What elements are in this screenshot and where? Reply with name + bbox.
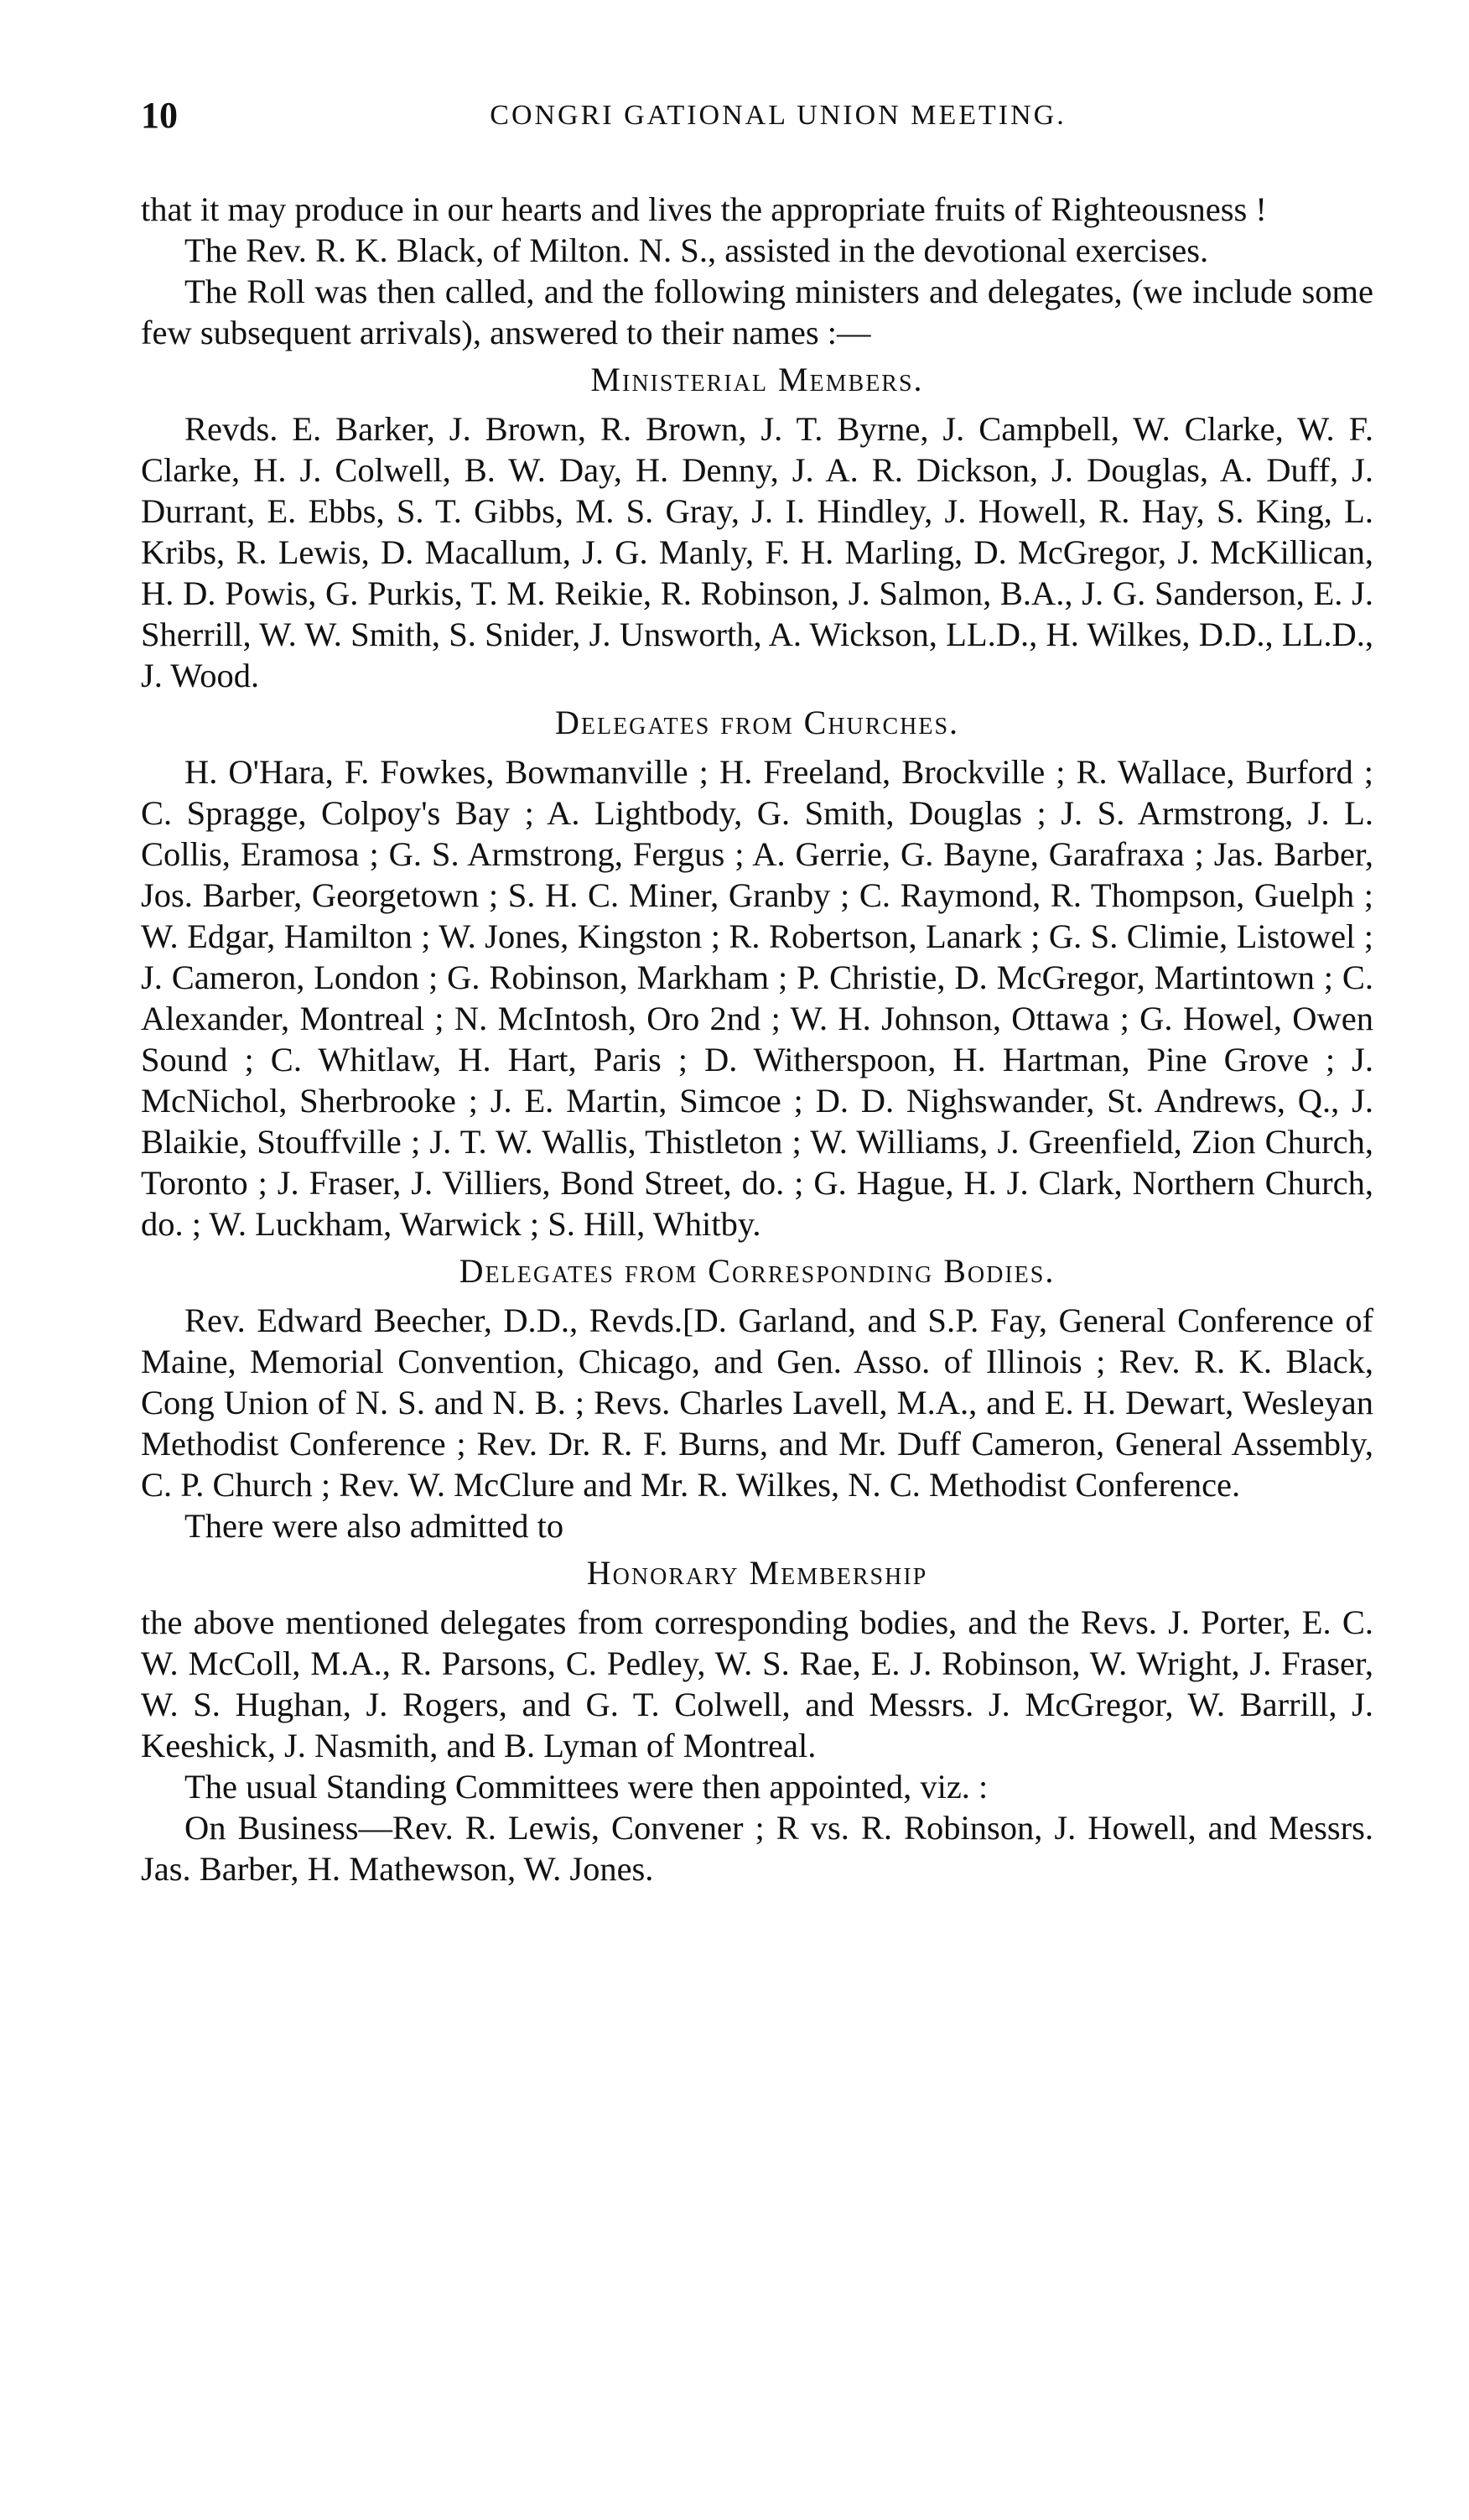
paragraph-honorary-list: the above mentioned delegates from corresponding bodies, and the Revs. J. Porter, E. C. W. McColl, M.A., R. Parsons, C. Pedley, W. S. Rae, E. J. Robinson, W. Wright, J. Fraser, W. S. Hughan, J. Rogers, and G. T. Colwell, and Messrs. J. McGregor, W. Barrill, J. Keeshick, J. Nasmith, and B. Lyman of Montreal. [141, 1603, 1373, 1764]
heading-ministerial-members: Ministerial Members. [590, 361, 924, 398]
page-header [141, 91, 1373, 141]
heading-honorary-membership: Honorary Membership [586, 1554, 928, 1592]
paragraph-roll-call: The Roll was then called, and the following ministers and delegates, (we include some few subsequent arrivals), answered to their names :— [141, 273, 1373, 351]
paragraph-prayer-ending: that it may produce in our hearts and lives the appropriate fruits of Righteousness ! [141, 190, 1267, 228]
paragraph-admitted: There were also admitted to [184, 1507, 564, 1545]
paragraph-devotional: The Rev. R. K. Black, of Milton. N. S., assisted in the devotional exercises. [184, 231, 1209, 269]
paragraph-business-committee: On Business—Rev. R. Lewis, Convener ; R vs. R. Robinson, J. Howell, and Messrs. Jas. Barber, H. Mathewson, W. Jones. [141, 1809, 1373, 1888]
paragraph-committees: The usual Standing Committees were then appointed, viz. : [184, 1768, 989, 1806]
page-body [141, 189, 1373, 1889]
paragraph-corresponding-delegates: Rev. Edward Beecher, D.D., Revds.[D. Garland, and S.P. Fay, General Conference of Maine, Memorial Convention, Chicago, and Gen. Asso. of Illinois ; Rev. R. K. Black, Cong Union of N. S. and N. B. ; Revs. Charles Lavell, M.A., and E. H. Dewart, Wesleyan Methodist Conference ; Rev. Dr. R. F. Burns, and Mr. Duff Cameron, General Assembly, C. P. Church ; Rev. W. McClure and Mr. R. Wilkes, N. C. Methodist Conference. [141, 1302, 1373, 1504]
paragraph-church-delegates: H. O'Hara, F. Fowkes, Bowmanville ; H. Freeland, Brockville ; R. Wallace, Burford ; C. Spragge, Colpoy's Bay ; A. Lightbody, G. Smith, Douglas ; J. S. Armstrong, J. L. Collis, Eramosa ; G. S. Armstrong, Fergus ; A. Gerrie, G. Bayne, Garafraxa ; Jas. Barber, Jos. Barber, Georgetown ; S. H. C. Miner, Granby ; C. Raymond, R. Thompson, Guelph ; W. Edgar, Hamilton ; W. Jones, Kingston ; R. Robertson, Lanark ; G. S. Climie, Listowel ; J. Cameron, London ; G. Robinson, Markham ; P. Christie, D. McGregor, Martintown ; C. Alexander, Montreal ; N. McIntosh, Oro 2nd ; W. H. Johnson, Ottawa ; G. Howel, Owen Sound ; C. Whitlaw, H. Hart, Paris ; D. Witherspoon, H. Hartman, Pine Grove ; J. McNichol, Sherbrooke ; J. E. Martin, Simcoe ; D. D. Nighswander, St. Andrews, Q., J. Blaikie, Stouffville ; J. T. W. Wallis, Thistleton ; W. Williams, J. Greenfield, Zion Church, Toronto ; J. Fraser, J. Villiers, Bond Street, do. ; G. Hague, H. J. Clark, Northern Church, do. ; W. Luckham, Warwick ; S. Hill, Whitby. [141, 753, 1373, 1243]
page-number: 10 [141, 95, 178, 136]
paragraph-ministerial-list: Revds. E. Barker, J. Brown, R. Brown, J. T. Byrne, J. Campbell, W. Clarke, W. F. Clarke, H. J. Colwell, B. W. Day, H. Denny, J. A. R. Dickson, J. Douglas, A. Duff, J. Durrant, E. Ebbs, S. T. Gibbs, M. S. Gray, J. I. Hindley, J. Howell, R. Hay, S. King, L. Kribs, R. Lewis, D. Macallum, J. G. Manly, F. H. Marling, D. McGregor, J. McKillican, H. D. Powis, G. Purkis, T. M. Reikie, R. Robinson, J. Salmon, B.A., J. G. Sanderson, E. J. Sherrill, W. W. Smith, S. Snider, J. Unsworth, A. Wickson, LL.D., H. Wilkes, D.D., LL.D., J. Wood. [141, 410, 1373, 694]
running-title: CONGRI GATIONAL UNION MEETING. [490, 100, 1067, 131]
heading-delegates-churches: Delegates from Churches. [554, 704, 960, 741]
heading-delegates-corresponding: Delegates from Corresponding Bodies. [459, 1252, 1056, 1290]
